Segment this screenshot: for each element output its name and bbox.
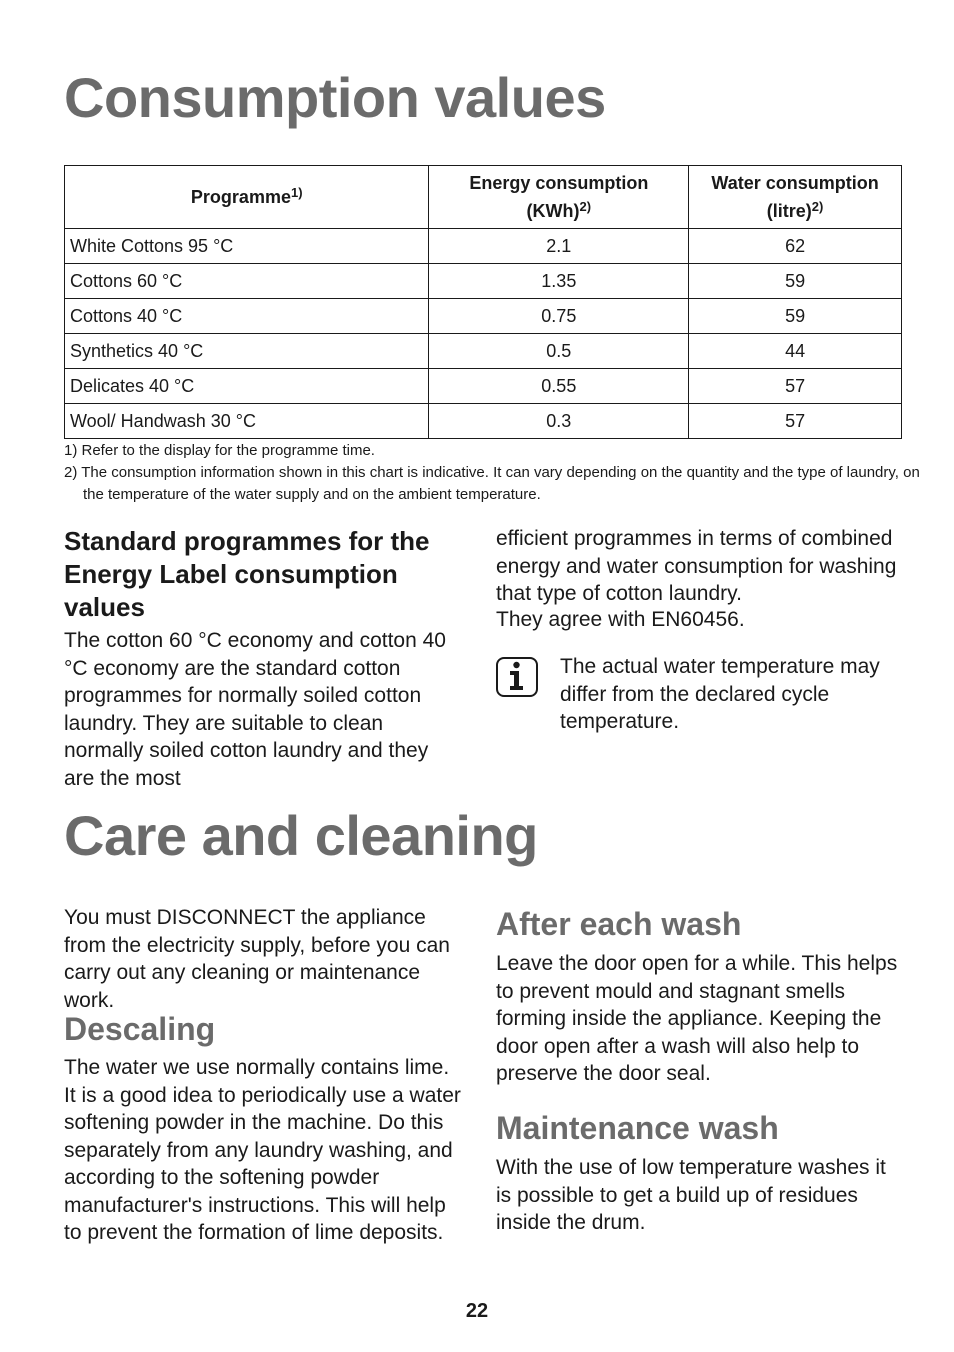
page-title-consumption: Consumption values	[64, 66, 606, 129]
table-row	[65, 229, 902, 264]
cell-water: 57	[689, 369, 902, 404]
care-intro: You must DISCONNECT the appliance from the electricity supply, before you can carry out any cleaning or maintenance work.	[64, 906, 450, 1012]
info-note: The actual water temperature may differ from the declared cycle temperature.	[560, 655, 880, 733]
table-header-row	[65, 166, 902, 229]
maintenance-text: With the use of low temperature washes it is possible to get a build up of residues inside the drum.	[496, 1156, 886, 1234]
cell-water: 59	[689, 264, 902, 299]
cell-energy: 1.35	[429, 264, 689, 299]
footnote-2: 2) The consumption information shown in this chart is indicative. It can vary depending on the quantity and the type of laundry, on the temperature of the water supply and on the ambient temperature.	[64, 464, 920, 503]
standard-programmes-text-right: efficient programmes in terms of combined energy and water consumption for washing that type of cotton laundry.	[496, 527, 897, 605]
standard-programmes-text-left: The cotton 60 °C economy and cotton 40 °C economy are the standard cotton programmes for normally soiled cotton laundry. They are suitable to clean normally soiled cotton laundry and they are the most	[64, 629, 446, 790]
descaling-heading: Descaling	[64, 1011, 216, 1047]
table-row	[65, 369, 902, 404]
cell-programme: Cottons 40 °C	[65, 299, 429, 334]
cell-energy: 2.1	[429, 229, 689, 264]
after-wash-text: Leave the door open for a while. This helps to prevent mould and stagnant smells forming inside the appliance. Keeping the door open after a wash will also help to preserve the door seal.	[496, 952, 898, 1085]
cell-water: 59	[689, 299, 902, 334]
cell-energy: 0.3	[429, 404, 689, 439]
cell-energy: 0.5	[429, 334, 689, 369]
cell-programme: Synthetics 40 °C	[65, 334, 429, 369]
table-row	[65, 404, 902, 439]
cell-programme: Delicates 40 °C	[65, 369, 429, 404]
cell-energy: 0.55	[429, 369, 689, 404]
header-water: Water consumption (litre)$^{2)}$	[689, 166, 902, 229]
cell-water: 57	[689, 404, 902, 439]
header-programme: Programme$^{1)}$	[65, 166, 429, 229]
standard-programmes-text-right-2: They agree with EN60456.	[496, 608, 745, 631]
header-energy: Energy consumption (KWh)$^{2)}$	[429, 166, 689, 229]
descaling-text: The water we use normally contains lime. It is a good idea to periodically use a water softening powder in the machine. Do this separately from any laundry washing, and according to the softening powder manufacturer's instructions. This will help to prevent the formation of lime deposits.	[64, 1056, 461, 1244]
cell-energy: 0.75	[429, 299, 689, 334]
table-row	[65, 334, 902, 369]
standard-programmes-heading: Standard programmes for the Energy Label consumption values	[64, 526, 430, 622]
table-row	[65, 264, 902, 299]
info-icon	[496, 657, 538, 697]
footnote-1: 1) Refer to the display for the programme time.	[64, 442, 375, 459]
page-title-care: Care and cleaning	[64, 804, 538, 867]
page-number: 22	[465, 1300, 489, 1322]
cell-programme: White Cottons 95 °C	[65, 229, 429, 264]
after-wash-heading: After each wash	[496, 906, 742, 942]
cell-programme: Cottons 60 °C	[65, 264, 429, 299]
cell-programme: Wool/ Handwash 30 °C	[65, 404, 429, 439]
consumption-table	[64, 165, 902, 439]
table-row	[65, 299, 902, 334]
maintenance-heading: Maintenance wash	[496, 1110, 779, 1146]
cell-water: 62	[689, 229, 902, 264]
cell-water: 44	[689, 334, 902, 369]
